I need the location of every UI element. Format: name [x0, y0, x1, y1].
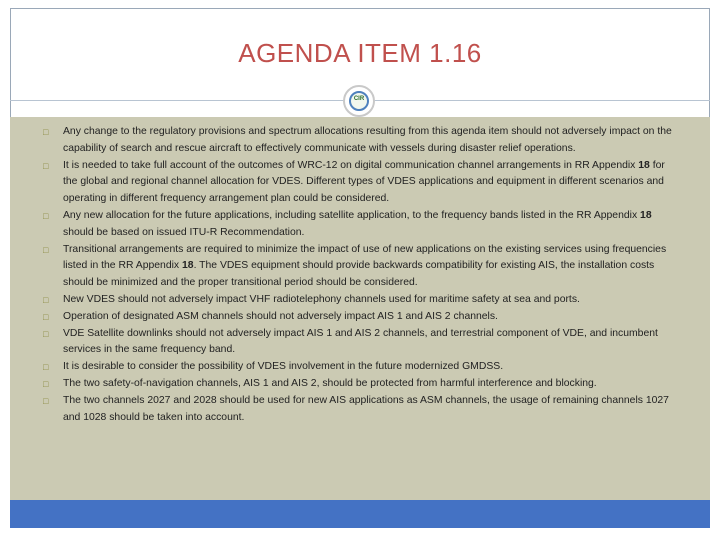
bullet-text: It is needed to take full account of the outcomes of WRC-12 on digital communication channel arrangements in RR Appendix: [63, 159, 639, 171]
bullet-item: [43, 242, 680, 292]
logo-emblem: [349, 91, 369, 111]
hollow-square-bullet-icon: □: [43, 378, 49, 389]
bullet-text: It is desirable to consider the possibility of VDES involvement in the future modernized GMDSS.: [63, 361, 504, 373]
bullet-item: [43, 359, 680, 376]
hollow-square-bullet-icon: □: [43, 328, 49, 339]
slide-title: AGENDA ITEM 1.16: [238, 38, 482, 68]
bullet-item: [43, 393, 680, 427]
bullet-text: . The VDES equipment should provide backwards compatibility for existing AIS, the installation costs should be minimized and the proper transitional period should be considered.: [63, 260, 655, 289]
footer-bar: [10, 500, 710, 528]
bullet-text: Any change to the regulatory provisions and spectrum allocations resulting from this agenda item should not adversely impact on the capability of search and rescue aircraft to effectively communicate with vessels during disaster relief operations.: [63, 126, 672, 154]
bullet-text: Operation of designated ASM channels should not adversely impact AIS 1 and AIS 2 channels.: [63, 310, 498, 322]
bullet-text: VDE Satellite downlinks should not adversely impact AIS 1 and AIS 2 channels, and terrestrial component of VDE, and incumbent services in the same frequency band.: [63, 327, 658, 356]
content-panel: [10, 117, 710, 500]
hollow-square-bullet-icon: □: [43, 210, 49, 221]
bullet-item: [43, 158, 680, 208]
bullet-item: [43, 376, 680, 393]
bullet-text: The two channels 2027 and 2028 should be used for new AIS applications as ASM channels, the usage of remaining channels 1027 and 1028 should be taken into account.: [63, 394, 669, 423]
hollow-square-bullet-icon: □: [43, 244, 49, 255]
hollow-square-bullet-icon: □: [43, 362, 49, 373]
hollow-square-bullet-icon: □: [43, 160, 49, 171]
organization-logo-icon: [343, 85, 375, 117]
bullet-item: [43, 124, 680, 158]
bullet-item: [43, 326, 680, 360]
bullet-text: for the global and regional channel allocation for VDES. Different types of VDES applications and equipment in different scenarios and operating in different frequency arrangement plan could be considered.: [63, 159, 665, 205]
bullet-list: [43, 124, 680, 426]
bullet-item: [43, 208, 680, 242]
bullet-text: Any new allocation for the future applications, including satellite application, to the frequency bands listed in the RR Appendix: [63, 209, 641, 221]
hollow-square-bullet-icon: □: [43, 127, 49, 137]
bullet-item: [43, 292, 680, 309]
logo-text: CIR: [353, 96, 365, 102]
bullet-item: [43, 309, 680, 326]
bullet-text: The two safety-of-navigation channels, AIS 1 and AIS 2, should be protected from harmful interference and blocking.: [63, 377, 597, 389]
bullet-text-bold: 18: [182, 260, 194, 272]
bullet-text-bold: 18: [638, 159, 650, 171]
bullet-text-bold: 18: [640, 209, 652, 221]
hollow-square-bullet-icon: □: [43, 395, 49, 406]
hollow-square-bullet-icon: □: [43, 294, 49, 305]
hollow-square-bullet-icon: □: [43, 311, 49, 322]
bullet-text: should be based on issued ITU-R Recommendation.: [63, 226, 305, 238]
bullet-text: Transitional arrangements are required to minimize the impact of use of new applications on the existing services using frequencies listed in the RR Appendix: [63, 243, 667, 272]
bullet-text: New VDES should not adversely impact VHF radiotelephony channels used for maritime safety at sea and ports.: [63, 293, 580, 305]
